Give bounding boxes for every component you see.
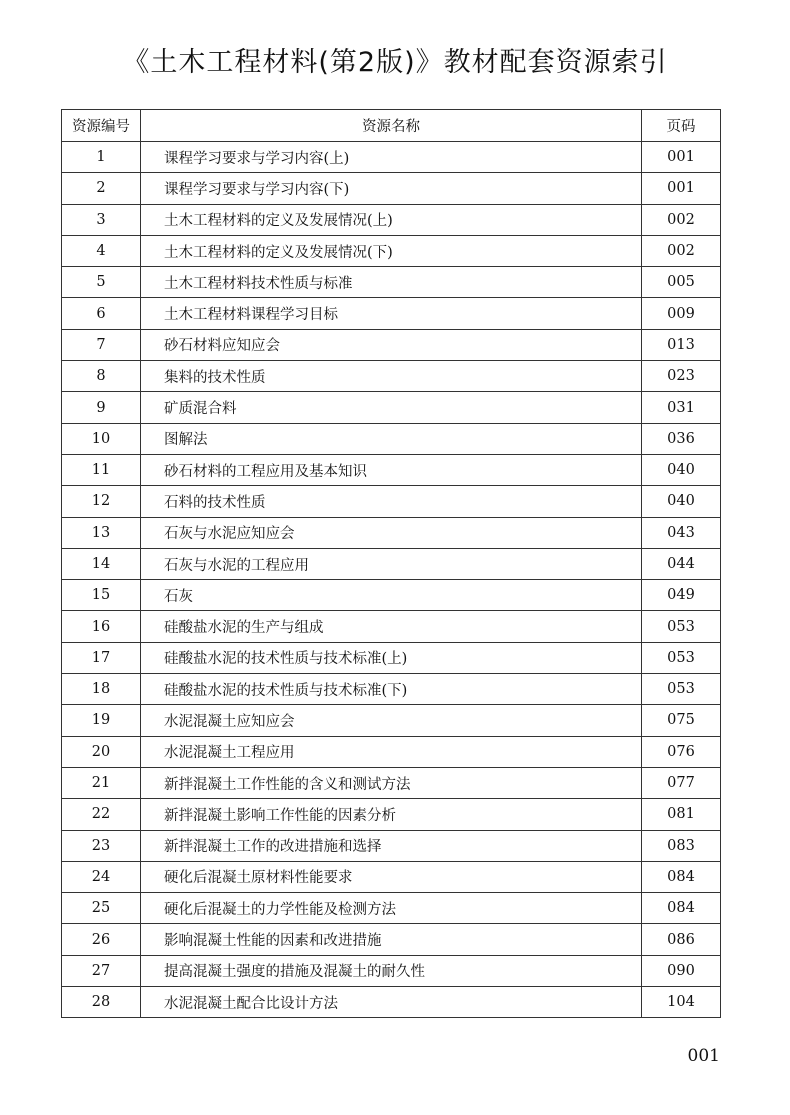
page-number-cell: 084: [642, 861, 721, 892]
resource-id-cell: 3: [62, 204, 141, 235]
table-row: [62, 830, 721, 861]
resource-id-cell: 17: [62, 642, 141, 673]
column-header-name: 资源名称: [141, 110, 642, 142]
page-number-cell: 002: [642, 204, 721, 235]
page-number-cell: 053: [642, 611, 721, 642]
resource-name-cell: 土木工程材料的定义及发展情况(上): [141, 204, 642, 235]
resource-id-cell: 9: [62, 392, 141, 423]
resource-id-cell: 26: [62, 924, 141, 955]
resource-name-cell: 水泥混凝土应知应会: [141, 705, 642, 736]
table-row: [62, 736, 721, 767]
resource-name-cell: 矿质混合料: [141, 392, 642, 423]
page-number-cell: 104: [642, 987, 721, 1018]
resource-name-cell: 硬化后混凝土原材料性能要求: [141, 861, 642, 892]
page-title: 《土木工程材料(第2版)》教材配套资源索引: [122, 47, 668, 78]
page-number-cell: 049: [642, 580, 721, 611]
table-row: [62, 267, 721, 298]
resource-name-cell: 土木工程材料课程学习目标: [141, 298, 642, 329]
table-row: [62, 861, 721, 892]
page-number-cell: 077: [642, 767, 721, 798]
resource-id-cell: 13: [62, 517, 141, 548]
page-number-cell: 044: [642, 548, 721, 579]
table-row: [62, 204, 721, 235]
resource-id-cell: 18: [62, 674, 141, 705]
resource-id-cell: 22: [62, 799, 141, 830]
resource-id-cell: 25: [62, 893, 141, 924]
table-row: [62, 423, 721, 454]
resource-id-cell: 15: [62, 580, 141, 611]
resource-name-cell: 石灰与水泥的工程应用: [141, 548, 642, 579]
table-row: [62, 548, 721, 579]
table-header-row: [62, 110, 721, 142]
page-number-cell: 053: [642, 642, 721, 673]
column-header-page: 页码: [642, 110, 721, 142]
page-number-cell: 084: [642, 893, 721, 924]
resource-id-cell: 2: [62, 173, 141, 204]
page-number-cell: 086: [642, 924, 721, 955]
resource-id-cell: 1: [62, 142, 141, 173]
resource-name-cell: 新拌混凝土工作性能的含义和测试方法: [141, 767, 642, 798]
resource-name-cell: 提高混凝土强度的措施及混凝土的耐久性: [141, 955, 642, 986]
page-number-cell: 075: [642, 705, 721, 736]
resource-name-cell: 硅酸盐水泥的技术性质与技术标准(下): [141, 674, 642, 705]
page-number-cell: 013: [642, 329, 721, 360]
page-number-cell: 023: [642, 361, 721, 392]
resource-name-cell: 课程学习要求与学习内容(上): [141, 142, 642, 173]
resource-name-cell: 砂石材料应知应会: [141, 329, 642, 360]
resource-name-cell: 石灰与水泥应知应会: [141, 517, 642, 548]
resource-name-cell: 砂石材料的工程应用及基本知识: [141, 454, 642, 485]
resource-name-cell: 土木工程材料技术性质与标准: [141, 267, 642, 298]
table-row: [62, 924, 721, 955]
resource-id-cell: 6: [62, 298, 141, 329]
resource-id-cell: 11: [62, 454, 141, 485]
page-number-cell: 005: [642, 267, 721, 298]
table-row: [62, 674, 721, 705]
resource-id-cell: 24: [62, 861, 141, 892]
resource-id-cell: 10: [62, 423, 141, 454]
table-row: [62, 799, 721, 830]
page-number-cell: 043: [642, 517, 721, 548]
table-row: [62, 454, 721, 485]
resource-id-cell: 4: [62, 235, 141, 266]
page-number-cell: 040: [642, 454, 721, 485]
table-row: [62, 142, 721, 173]
page-number-cell: 001: [642, 142, 721, 173]
resource-name-cell: 硅酸盐水泥的技术性质与技术标准(上): [141, 642, 642, 673]
table-row: [62, 361, 721, 392]
table-row: [62, 580, 721, 611]
resource-name-cell: 水泥混凝土工程应用: [141, 736, 642, 767]
page-number-cell: 076: [642, 736, 721, 767]
table-row: [62, 517, 721, 548]
resource-id-cell: 23: [62, 830, 141, 861]
page-number-cell: 083: [642, 830, 721, 861]
table-row: [62, 329, 721, 360]
resource-name-cell: 集料的技术性质: [141, 361, 642, 392]
page-number-cell: 031: [642, 392, 721, 423]
resource-id-cell: 8: [62, 361, 141, 392]
column-header-id: 资源编号: [62, 110, 141, 142]
resource-name-cell: 课程学习要求与学习内容(下): [141, 173, 642, 204]
table-row: [62, 955, 721, 986]
resource-name-cell: 新拌混凝土工作的改进措施和选择: [141, 830, 642, 861]
resource-index-table: [61, 109, 721, 1018]
resource-name-cell: 硬化后混凝土的力学性能及检测方法: [141, 893, 642, 924]
resource-id-cell: 28: [62, 987, 141, 1018]
table-row: [62, 611, 721, 642]
page-number-cell: 040: [642, 486, 721, 517]
page-number-cell: 081: [642, 799, 721, 830]
resource-name-cell: 水泥混凝土配合比设计方法: [141, 987, 642, 1018]
page-number-cell: 053: [642, 674, 721, 705]
resource-id-cell: 19: [62, 705, 141, 736]
page-number: 001: [687, 1046, 720, 1066]
resource-name-cell: 土木工程材料的定义及发展情况(下): [141, 235, 642, 266]
page-number-cell: 002: [642, 235, 721, 266]
resource-id-cell: 5: [62, 267, 141, 298]
resource-id-cell: 12: [62, 486, 141, 517]
table-row: [62, 392, 721, 423]
resource-id-cell: 14: [62, 548, 141, 579]
table-row: [62, 642, 721, 673]
table-row: [62, 173, 721, 204]
resource-id-cell: 27: [62, 955, 141, 986]
table-row: [62, 486, 721, 517]
table-row: [62, 298, 721, 329]
resource-id-cell: 7: [62, 329, 141, 360]
page-number-cell: 090: [642, 955, 721, 986]
resource-name-cell: 影响混凝土性能的因素和改进措施: [141, 924, 642, 955]
page-number-cell: 009: [642, 298, 721, 329]
resource-id-cell: 20: [62, 736, 141, 767]
page-number-cell: 036: [642, 423, 721, 454]
page-number-cell: 001: [642, 173, 721, 204]
resource-name-cell: 图解法: [141, 423, 642, 454]
table-row: [62, 893, 721, 924]
resource-name-cell: 硅酸盐水泥的生产与组成: [141, 611, 642, 642]
table-row: [62, 767, 721, 798]
table-row: [62, 235, 721, 266]
resource-name-cell: 石料的技术性质: [141, 486, 642, 517]
resource-id-cell: 16: [62, 611, 141, 642]
resource-name-cell: 石灰: [141, 580, 642, 611]
table-row: [62, 987, 721, 1018]
resource-name-cell: 新拌混凝土影响工作性能的因素分析: [141, 799, 642, 830]
resource-id-cell: 21: [62, 767, 141, 798]
table-row: [62, 705, 721, 736]
